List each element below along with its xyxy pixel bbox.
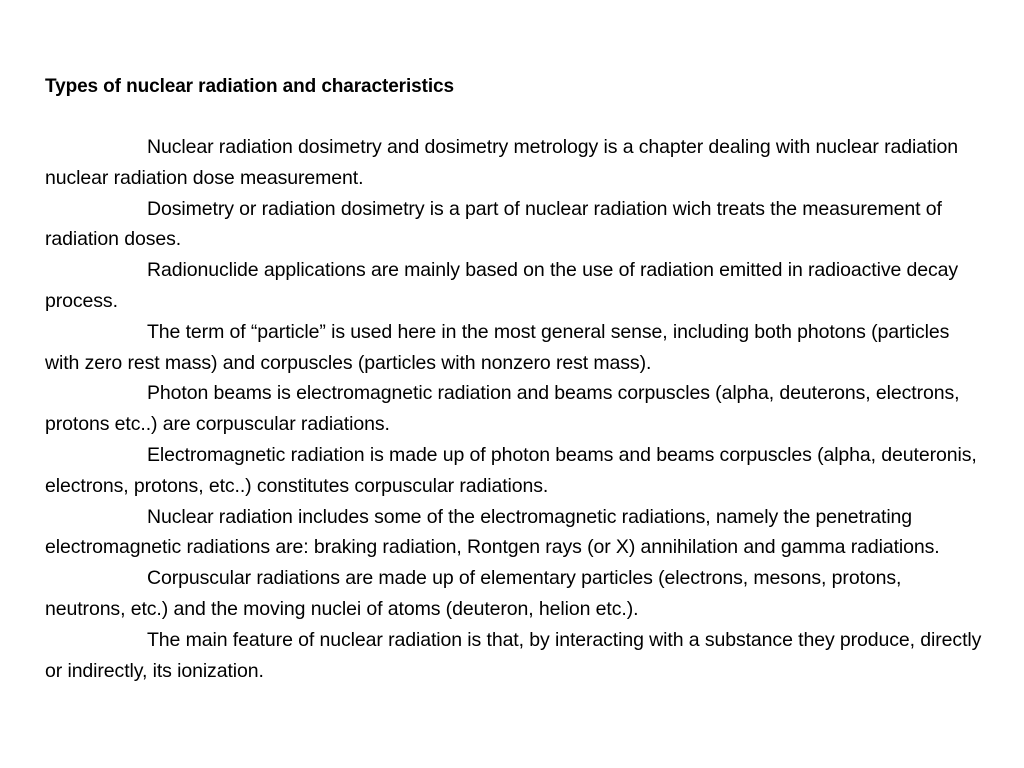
paragraph-electromagnetic-radiation: Electromagnetic radiation is made up of photon beams and beams corpuscles (alpha, deuteronis, electrons, protons, etc..) constitutes corpuscular radiations.	[45, 443, 977, 497]
paragraph-corpuscular-radiations: Corpuscular radiations are made up of elementary particles (electrons, mesons, protons, neutrons, etc.) and the moving nuclei of atoms (deuteron, helion etc.).	[45, 567, 902, 620]
paragraph-dosimetry-metrology: Nuclear radiation dosimetry and dosimetry metrology is a chapter dealing with nuclear radiation nuclear radiation dose measurement.	[45, 136, 958, 189]
paragraph-nuclear-radiation-includes: Nuclear radiation includes some of the electromagnetic radiations, namely the penetrating electromagnetic radiations are: braking radiation, Rontgen rays (or X) annihilation and gamma radiations.	[45, 505, 940, 559]
paragraph-radiation-dosimetry: Dosimetry or radiation dosimetry is a part of nuclear radiation wich treats the measurement of radiation doses.	[45, 197, 942, 251]
slide-title: Types of nuclear radiation and characteristics	[45, 76, 454, 97]
paragraph-particle-term: The term of “particle” is used here in the most general sense, including both photons (particles with zero rest mass) and corpuscles (particles with nonzero rest mass).	[45, 320, 950, 374]
slide-content	[45, 72, 985, 686]
paragraph-photon-beams: Photon beams is electromagnetic radiation and beams corpuscles (alpha, deuterons, electrons, protons etc..) are corpuscular radiations.	[45, 382, 960, 436]
paragraph-main-feature: The main feature of nuclear radiation is that, by interacting with a substance they produce, directly or indirectly, its ionization.	[45, 628, 982, 682]
paragraph-radionuclide-applications: Radionuclide applications are mainly based on the use of radiation emitted in radioactive decay process.	[45, 259, 959, 312]
slide-body	[45, 132, 985, 686]
